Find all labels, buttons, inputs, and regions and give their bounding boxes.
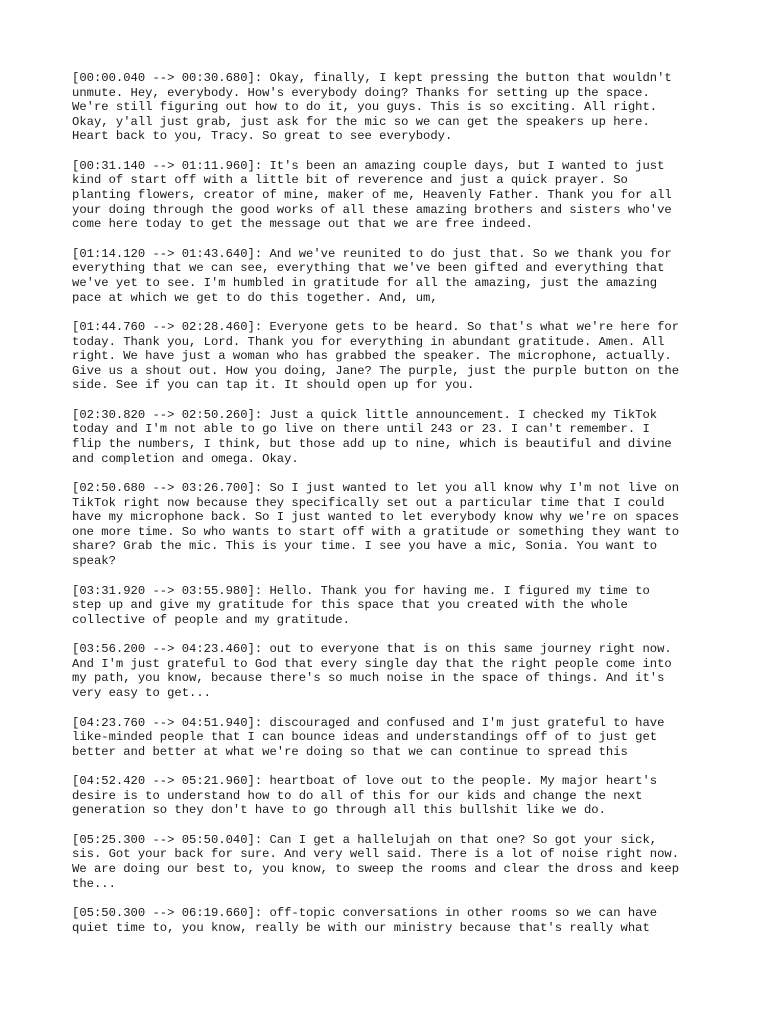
transcript-segment: [05:50.300 --> 06:19.660]: off-topic conversations in other rooms so we can have quiet time to, you know, really be with our ministry because that's really what — [72, 906, 658, 935]
transcript-segment: [02:30.820 --> 02:50.260]: Just a quick little announcement. I checked my TikTok today and I'm not able to go live on there until 243 or 23. I can't remember. I flip the numbers, I think, but those add up to nine, which is beautiful and divine and completion and omega. Okay. — [72, 407, 672, 466]
transcript-segment: [01:14.120 --> 01:43.640]: And we've reunited to do just that. So we thank you for everything that we can see, everything that we've been gifted and everything that we've yet to see. I'm humbled in gratitude for all the amazing, just the amazing pace at which we get to do this together. And, um, — [72, 246, 672, 305]
transcript-segment: [04:52.420 --> 05:21.960]: heartboat of love out to the people. My major heart's desire is to understand how to do all of this for our kids and change the next generation so they don't have to go through all this bullshit like we do. — [72, 774, 658, 818]
transcript-segment: [04:23.760 --> 04:51.940]: discouraged and confused and I'm just grateful to have like-minded people that I can bounce ideas and understandings off of to just get better and better at what we're doing so that we can continue to spread this — [72, 715, 665, 759]
transcript-segment: [00:00.040 --> 00:30.680]: Okay, finally, I kept pressing the button that wouldn't unmute. Hey, everybody. How's everybody doing? Thanks for setting up the space. We're still figuring out how to do it, you guys. This is so exciting. All right. Okay, y'all just grab, just ask for the mic so we can get the speakers up here. Heart back to you, Tracy. So great to see everybody. — [72, 71, 672, 144]
transcript-segment: [03:56.200 --> 04:23.460]: out to everyone that is on this same journey right now. And I'm just grateful to God that every single day that the right people come into my path, you know, because there's so much noise in the space of things. And it's very easy to get... — [72, 642, 672, 701]
transcript-segment: [03:31.920 --> 03:55.980]: Hello. Thank you for having me. I figured my time to step up and give my gratitude for this space that you created with the whole collective of people and my gratitude. — [72, 583, 650, 627]
transcript-segment: [01:44.760 --> 02:28.460]: Everyone gets to be heard. So that's what we're here for today. Thank you, Lord. Thank you for everything in abundant gratitude. Amen. All right. We have just a woman who has grabbed the speaker. The microphone, actually. Give us a shout out. How you doing, Jane? The purple, just the purple button on the side. See if you can tap it. It should open up for you. — [72, 319, 680, 393]
transcript-segment: [00:31.140 --> 01:11.960]: It's been an amazing couple days, but I wanted to just kind of start off with a little bit of reverence and just a quick prayer. So planting flowers, creator of mine, maker of me, Heavenly Father. Thank you for all your doing through the good works of all these amazing brothers and sisters who've come here today to get the message out that we are free indeed. — [72, 158, 672, 232]
transcript-segment: [05:25.300 --> 05:50.040]: Can I get a hallelujah on that one? So got your sick, sis. Got your back for sure. And very well said. There is a lot of noise right now. We are doing our best to, you know, to sweep the rooms and clear the dross and keep the... — [72, 832, 680, 891]
transcript-segment: [02:50.680 --> 03:26.700]: So I just wanted to let you all know why I'm not live on TikTok right now because they specifically set out a particular time that I could have my microphone back. So I just wanted to let everybody know why we're on spaces one more time. So who wants to start off with a gratitude or something they want to share? Grab the mic. This is your time. I see you have a mic, Sonia. You want to speak? — [72, 481, 680, 569]
